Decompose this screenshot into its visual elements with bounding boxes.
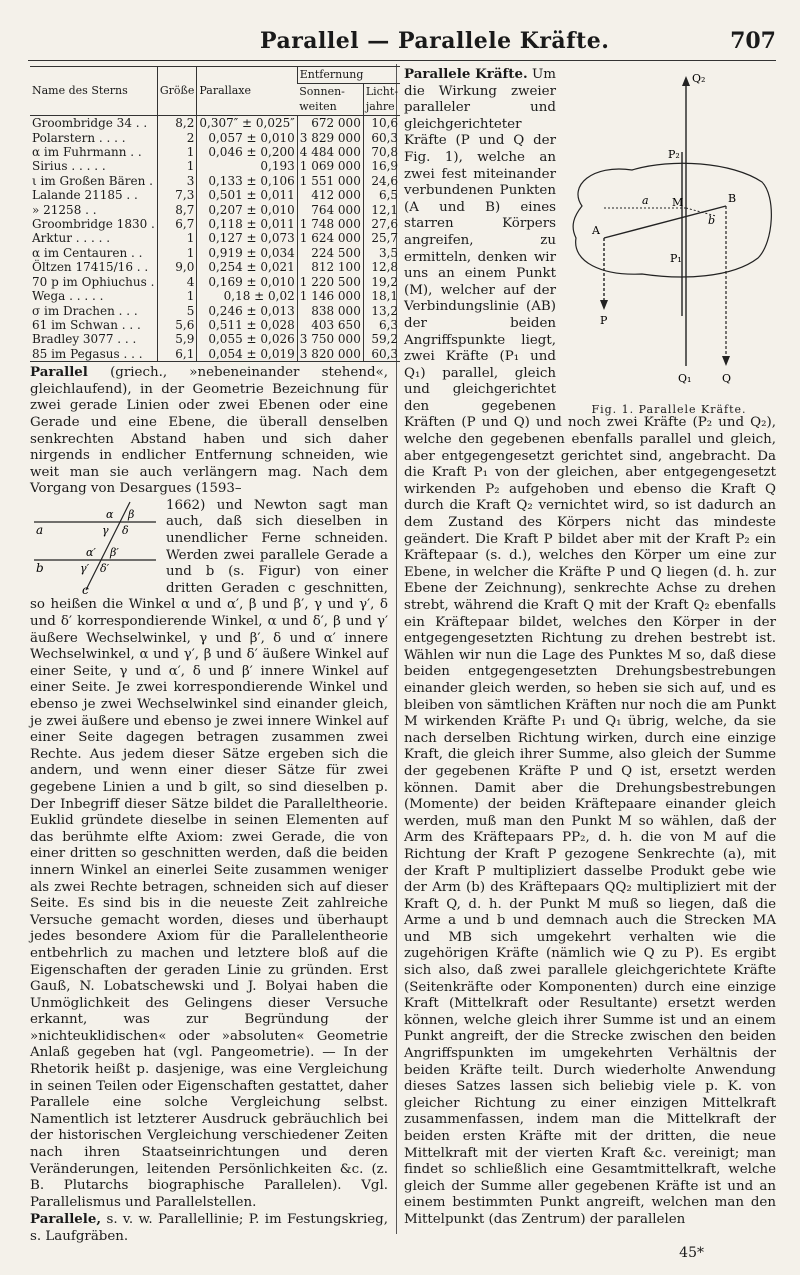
col-header-size: Größe — [157, 67, 197, 116]
cell-parallax: 0,18 ± 0,02 — [197, 289, 297, 303]
cell-size: 1 — [157, 231, 197, 245]
cell-light-years: 3,5 — [363, 246, 400, 260]
cell-star-name: 61 im Schwan . . . — [32, 317, 141, 332]
cell-parallax: 0,307″ ± 0,025″ — [197, 116, 297, 131]
table-row — [30, 217, 400, 231]
star-distance-table — [30, 66, 400, 362]
cell-sun-widths: 3 750 000 — [297, 332, 363, 346]
cell-star-name: α im Fuhrmann . . — [32, 145, 142, 160]
cell-light-years: 6,5 — [363, 188, 400, 202]
figure-caption: Fig. 1. Parallele Kräfte. — [591, 402, 747, 416]
paragraph-parallele-kraefte-text: Um die Wirkung zweier paralleler und gleichgerichteter Kräfte (P und Q der Fig. 1), welche an zwei fest miteinander verbundenen Punkten (A und B) eines starren Körpers angreifen, zu ermitteln, denken wir uns an einem Punkt (M), welcher auf der Verbindungslinie (AB) der beiden Angriffspunkte liegt, zwei Kräfte (P₁ und Q₁) parallel, gleich und gleichgerichtet den gegebenen Kräften (P und Q) und noch zwei Kräfte (P₂ und Q₂), welche den gegebenen ebenfalls parallel und gleich, aber entgegengesetzt gerichtet sind, angebracht. Da die Kraft P₁ von der gleichen, aber entgegengesetzt wirkenden P₂ aufgehoben und ebenso die Kraft Q durch die Kraft Q₂ vernichtet wird, so ist dadurch an dem Zustand des Körpers nicht das mindeste geändert. Die Kraft P bildet aber mit der Kraft P₂ ein Kräftepaar (s. d.), welches den Körper um eine zur Ebene, in welcher die Kräfte P und Q liegen (d. h. zur Ebene der Zeichnung), senkrechte Achse zu drehen strebt, während die Kraft Q mit der Kraft Q₂ ebenfalls ein Kräftepaar bildet, welches den Körper in der entgegengesetzten Richtung zu drehen bestrebt ist. Wählen wir nun die Lage des Punktes M so, daß diese beiden entgegengesetzten Drehungsbestrebungen einander gleich werden, so heben sie sich auf, und es bleiben von sämtlichen Kräften nur noch die am Punkt M wirkenden Kräfte P₁ und Q₁ übrig, welche, da sie nach derselben Richtung wirken, durch eine einzige Kraft, die gleich ihrer Summe, also gleich der Summe der gegebenen Kräfte P und Q ist, ersetzt werden können. Damit aber die Drehungsbestrebungen (Momente) der beiden Kräftepaare einander gleich werden, muß man den Punkt M so wählen, daß der Arm des Kräftepaars PP₂, d. h. die von M auf die Richtung der Kraft P gezogene Senkrechte (a), mit der Kraft P multipliziert dasselbe Produkt gebe wie der Arm (b) des Kräftepaars QQ₂ multipliziert mit der Kraft Q, d. h. der Punkt M muß so liegen, daß die Arme a und b und demnach auch die Strecken MA und MB sich umgekehrt verhalten wie die zugehörigen Kräfte (nämlich wie Q zu P). Es ergibt sich also, daß zwei parallele gleichgerichtete Kräfte (Seitenkräfte oder Komponenten) durch eine einzige Kraft (Mittelkraft oder Resultante) ersetzt werden können, welche gleich ihrer Summe ist und an einem Punkt angreift, der die Strecke zwischen den beiden Angriffspunkten im umgekehrten Verhältnis der beiden Kräfte teilt. Durch wiederholte Anwendung dieses Satzes lassen sich beliebig viele p. K. von gleicher Richtung zu einer einzigen Mittelkraft zusammenfassen, indem man die Mittelkraft der beiden ersten Kräfte mit der dritten, die neue Mittelkraft mit der vierten Kraft &c. vereinigt; man findet so schließlich eine Gesamtmittelkraft, welche gleich der Summe aller gegebenen Kräfte ist und an einem bestimmten Punkt angreift, welchen man den Mittelpunkt (das Zentrum) der parallelen — [404, 67, 776, 1227]
table-row — [30, 116, 400, 131]
cell-size: 2 — [157, 131, 197, 145]
cell-parallax: 0,046 ± 0,200 — [197, 145, 297, 159]
col-header-sun-widths: Sonnen-weiten — [297, 84, 363, 116]
fig-label-b: b — [708, 214, 716, 227]
cell-sun-widths: 224 500 — [297, 246, 363, 260]
fig-label-beta: β — [128, 507, 135, 521]
cell-light-years: 12,1 — [363, 203, 400, 217]
fig-label-delta: δ — [122, 523, 129, 537]
cell-star-name: ι im Großen Bären . — [32, 173, 153, 188]
table-row — [30, 145, 400, 159]
cell-size: 1 — [157, 246, 197, 260]
cell-star-name: Polarstern . . . . — [32, 130, 126, 145]
cell-light-years: 6,3 — [363, 318, 400, 332]
cell-size: 1 — [157, 159, 197, 173]
fig-label-Q1: Q₁ — [678, 372, 692, 385]
cell-parallax: 0,207 ± 0,010 — [197, 203, 297, 217]
fig-label-Q: Q — [722, 372, 732, 385]
cell-parallax: 0,054 ± 0,019 — [197, 347, 297, 362]
fig-label-P: P — [600, 314, 608, 327]
cell-star-name: 70 p im Ophiuchus . — [32, 274, 155, 289]
table-row — [30, 260, 400, 274]
table-row — [30, 289, 400, 303]
cell-sun-widths: 1 551 000 — [297, 174, 363, 188]
cell-size: 4 — [157, 275, 197, 289]
cell-star-name: α im Centauren . . — [32, 245, 143, 260]
cell-sun-widths: 672 000 — [297, 116, 363, 131]
col-header-parallax: Parallaxe — [197, 67, 297, 116]
paragraph-parallele-text: s. v. w. Parallellinie; P. im Festungskrieg, s. Laufgräben. — [30, 1212, 388, 1244]
cell-size: 1 — [157, 289, 197, 303]
cell-sun-widths: 838 000 — [297, 304, 363, 318]
fig-label-a: a — [642, 194, 649, 207]
table-row — [30, 304, 400, 318]
fig-label-alpha2: α′ — [86, 545, 96, 559]
cell-size: 5,6 — [157, 318, 197, 332]
cell-sun-widths: 403 650 — [297, 318, 363, 332]
keyword-parallele-kraefte: Parallele Kräfte. — [404, 66, 528, 82]
cell-size: 9,0 — [157, 260, 197, 274]
cell-parallax: 0,127 ± 0,073 — [197, 231, 297, 245]
fig-label-beta2: β′ — [110, 545, 119, 559]
cell-star-name: Wega . . . . . — [32, 289, 104, 304]
cell-parallax: 0,501 ± 0,011 — [197, 188, 297, 202]
fig-label-gamma2: γ′ — [80, 561, 90, 575]
fig-label-gamma: γ — [102, 523, 109, 537]
cell-sun-widths: 3 829 000 — [297, 131, 363, 145]
cell-parallax: 0,169 ± 0,010 — [197, 275, 297, 289]
table-row — [30, 332, 400, 346]
cell-light-years: 25,7 — [363, 231, 400, 245]
table-row — [30, 275, 400, 289]
table-row — [30, 159, 400, 173]
cell-star-name: Arktur . . . . . — [32, 231, 111, 246]
cell-light-years: 10,6 — [363, 116, 400, 131]
paragraph-parallel — [30, 364, 388, 498]
signature-mark: 45* — [679, 1245, 704, 1261]
cell-star-name: 85 im Pegasus . . . — [30, 347, 157, 362]
page-title: Parallel — Parallele Kräfte. — [260, 28, 610, 54]
cell-star-name: Groombridge 34 . . — [30, 116, 157, 131]
cell-parallax: 0,057 ± 0,010 — [197, 131, 297, 145]
cell-star-name: Groombridge 1830 . — [32, 217, 155, 232]
table-row — [30, 203, 400, 217]
cell-sun-widths: 4 484 000 — [297, 145, 363, 159]
col-header-light-years: Licht-jahre — [363, 84, 400, 116]
header-rule — [28, 60, 776, 61]
left-column — [30, 66, 399, 1246]
cell-parallax: 0,511 ± 0,028 — [197, 318, 297, 332]
col-header-distance: Entfernung — [297, 67, 400, 84]
paragraph-parallel-continued: 1662) und Newton sagt man auch, daß sich dieselben in unendlicher Ferne schneiden. Werden zwei parallele Gerade a und b (s. Figur) von einer dritten Geraden c geschnitten, so heißen die Winkel α und α′, β und β′, γ und γ′, δ und δ′ korrespondierende Winkel, α und δ′, β und γ′ äußere Wechselwinkel, γ und β′, δ und α′ innere Wechselwinkel, α und γ′, β und δ′ äußere Winkel auf einer Seite, γ und α′, δ und β′ innere Winkel auf einer Seite. Je zwei korrespondierende Winkel und ebenso je zwei Wechselwinkel sind einander gleich, je zwei äußere und ebenso je zwei innere Winkel auf einer Seite dagegen betragen zusammen zwei Rechte. Aus jedem dieser Sätze ergeben sich die andern, und wenn einer dieser Sätze für zwei gegebene Linien a und b gilt, so sind dieselben p. Der Inbegriff dieser Sätze bildet die Paralleltheorie. Euklid gründete dieselbe in seinen Elementen auf das berühmte elfte Axiom: zwei Gerade, die von einer dritten so geschnitten werden, daß die beiden innern Winkel an einerlei Seite zusammen weniger als zwei Rechte betragen, schneiden sich auf dieser Seite. Es sind bis in die neueste Zeit zahlreiche Versuche gemacht worden, dieses und überhaupt jedes besondere Axiom für die Parallelentheorie entbehrlich zu machen und letztere bloß auf die Eigenschaften der geraden Linie zu gründen. Erst Gauß, N. Lobatschewski und J. Bolyai haben die Unmöglichkeit des Gelingens dieser Versuche erkannt, was zur Begründung der »nichteuklidischen« oder »absoluten« Geometrie Anlaß gegeben hat (vgl. Pangeometrie). — In der Rhetorik heißt p. dasjenige, was eine Vergleichung in seinen Teilen oder Eigenschaften gestattet, daher Parallele eine solche Vergleichung selbst. Namentlich ist letzterer Ausdruck gebräuchlich bei der historischen Vergleichung verschiedener Zeiten nach ihren Staatseinrichtungen und deren Veränderungen, leitenden Persönlichkeiten &c. (z. B. Plutarchs biographische Parallelen). Vgl. Parallelismus und Parallelstellen. — [30, 497, 388, 1210]
cell-parallax: 0,133 ± 0,106 — [197, 174, 297, 188]
table-row — [30, 318, 400, 332]
cell-sun-widths: 1 146 000 — [297, 289, 363, 303]
parallel-lines-figure — [30, 500, 160, 596]
cell-parallax: 0,118 ± 0,011 — [197, 217, 297, 231]
table-row — [30, 246, 400, 260]
cell-star-name: Bradley 3077 . . . — [32, 332, 137, 347]
fig-label-c: c — [82, 582, 89, 596]
cell-sun-widths: 1 624 000 — [297, 231, 363, 245]
fig-label-P1: P₁ — [670, 252, 682, 265]
cell-sun-widths: 1 220 500 — [297, 275, 363, 289]
cell-size: 5 — [157, 304, 197, 318]
cell-size: 6,1 — [157, 347, 197, 362]
fig-label-delta2: δ′ — [100, 561, 110, 575]
cell-sun-widths: 764 000 — [297, 203, 363, 217]
cell-star-name: Sirius . . . . . — [32, 159, 106, 174]
cell-sun-widths: 3 820 000 — [297, 347, 363, 362]
cell-parallax: 0,246 ± 0,013 — [197, 304, 297, 318]
cell-sun-widths: 412 000 — [297, 188, 363, 202]
cell-light-years: 16,9 — [363, 159, 400, 173]
fig-label-a: a — [36, 522, 44, 537]
paragraph-parallel-text: (griech., »nebeneinander stehend«, gleichlaufend), in der Geometrie Bezeichnung für zwei gerade Linien oder zwei Ebenen oder eine Gerade und eine Ebene, die überall denselben senkrechten Abstand haben und sich daher nirgends in endlicher Entfernung schneiden, wie weit man sie auch verlängern mag. Nach dem Vorgang von Desargues (1593– — [30, 365, 388, 497]
parallel-forces-figure — [562, 66, 776, 414]
cell-parallax: 0,193 — [197, 159, 297, 173]
cell-star-name: Öltzen 17415/16 . . — [32, 260, 149, 275]
keyword-parallel: Parallel — [30, 364, 88, 381]
fig-label-A: A — [592, 224, 600, 237]
table-row — [30, 174, 400, 188]
cell-size: 7,3 — [157, 188, 197, 202]
cell-light-years: 70,8 — [363, 145, 400, 159]
cell-star-name: » 21258 . . — [32, 202, 97, 217]
keyword-parallele: Parallele, — [30, 1211, 102, 1228]
cell-sun-widths: 1 748 000 — [297, 217, 363, 231]
cell-size: 3 — [157, 174, 197, 188]
fig-label-M: M — [672, 196, 684, 209]
cell-star-name: σ im Drachen . . . — [32, 303, 138, 318]
fig-label-P2: P₂ — [668, 148, 680, 161]
fig-label-Q2: Q₂ — [692, 72, 706, 85]
cell-sun-widths: 812 100 — [297, 260, 363, 274]
fig-label-alpha: α — [106, 507, 114, 521]
cell-light-years: 19,2 — [363, 275, 400, 289]
cell-light-years: 12,8 — [363, 260, 400, 274]
cell-light-years: 13,2 — [363, 304, 400, 318]
cell-sun-widths: 1 069 000 — [297, 159, 363, 173]
cell-light-years: 59,2 — [363, 332, 400, 346]
table-row — [30, 188, 400, 202]
cell-parallax: 0,919 ± 0,034 — [197, 246, 297, 260]
cell-size: 1 — [157, 145, 197, 159]
cell-light-years: 60,3 — [363, 347, 400, 362]
cell-parallax: 0,055 ± 0,026 — [197, 332, 297, 346]
right-column — [404, 66, 776, 1229]
page-number: 707 — [730, 28, 776, 54]
cell-light-years: 27,6 — [363, 217, 400, 231]
table-row — [30, 231, 400, 245]
cell-size: 8,2 — [157, 116, 197, 131]
paragraph-parallele — [30, 1211, 388, 1245]
cell-light-years: 18,1 — [363, 289, 400, 303]
fig-label-B: B — [728, 192, 737, 205]
cell-star-name: Lalande 21185 . . — [32, 188, 138, 203]
fig-label-b: b — [36, 560, 44, 575]
cell-size: 8,7 — [157, 203, 197, 217]
cell-parallax: 0,254 ± 0,021 — [197, 260, 297, 274]
table-row — [30, 131, 400, 145]
col-header-name: Name des Sterns — [30, 67, 157, 116]
table-row — [30, 347, 400, 362]
cell-size: 5,9 — [157, 332, 197, 346]
cell-size: 6,7 — [157, 217, 197, 231]
cell-light-years: 24,6 — [363, 174, 400, 188]
cell-light-years: 60,3 — [363, 131, 400, 145]
